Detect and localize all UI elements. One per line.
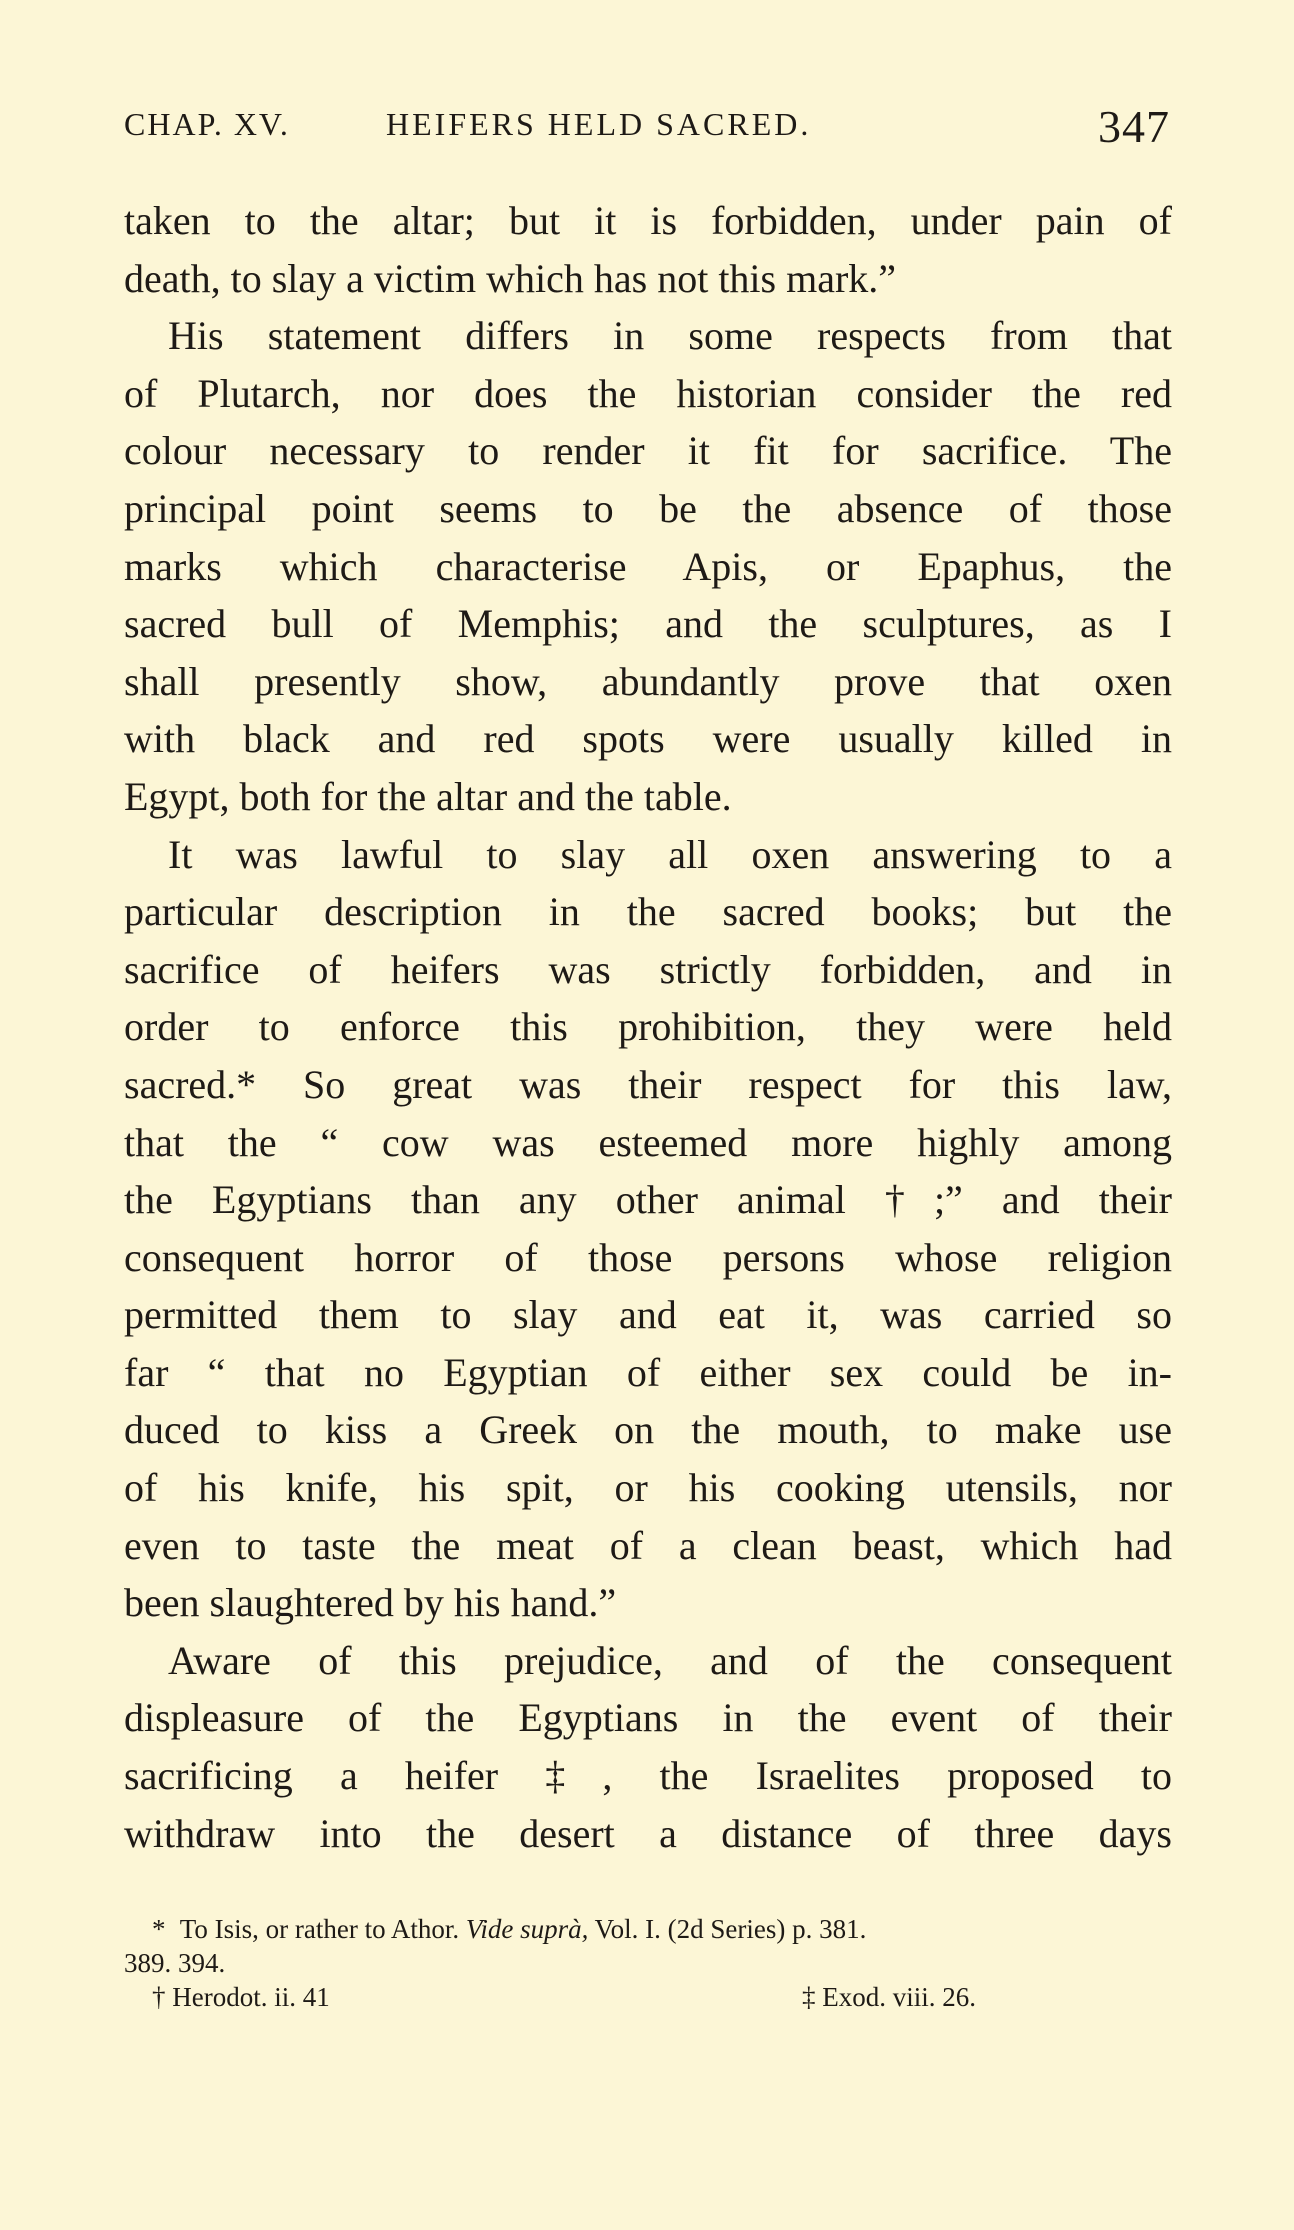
text-line: Aware of this prejudice, and of the consequent [168,1637,1172,1683]
text-line: of his knife, his spit, or his cooking utensils, nor [124,1465,1172,1511]
footnote-3: ‡ Exod. viii. 26. [802,1982,976,2012]
text-line: shall presently show, abundantly prove that oxen [124,658,1172,704]
running-title: HEIFERS HELD SACRED. [386,106,812,142]
footnotes [124,1912,1170,2014]
text-line: that the “ cow was esteemed more highly among [124,1119,1172,1165]
text-line: sacrifice of heifers was strictly forbidden, and in [124,946,1172,992]
text-line: taken to the altar; but it is forbidden, under pain of [124,198,1172,243]
text-line: sacred.* So great was their respect for this law, [124,1061,1172,1107]
text-line: far “ that no Egyptian of either sex could be in- [124,1349,1172,1395]
text-line: of Plutarch, nor does the historian consider the red [124,370,1172,416]
text-line: It was lawful to slay all oxen answering to a [168,831,1172,877]
footnote-mark: * [152,1914,166,1944]
chapter-label: CHAP. XV. [124,106,290,142]
text-line: death, to slay a victim which has not this mark.” [124,255,897,301]
text-line: particular description in the sacred books; but the [124,889,1172,935]
text-line: the Egyptians than any other animal †;” and their [124,1177,1172,1223]
text-line: duced to kiss a Greek on the mouth, to make use [124,1407,1172,1453]
text-line: withdraw into the desert a distance of three days [124,1810,1172,1856]
running-head [124,100,1170,160]
page-number: 347 [1098,101,1170,152]
text-line: Egypt, both for the altar and the table. [124,773,732,819]
text-line: His statement differs in some respects from that [168,313,1172,359]
text-line: sacrificing a heifer ‡, the Israelites proposed to [124,1753,1172,1799]
text-line: with black and red spots were usually killed in [124,716,1172,762]
text-line: order to enforce this prohibition, they were held [124,1004,1172,1050]
text-line: permitted them to slay and eat it, was carried so [124,1292,1172,1338]
text-line: displeasure of the Egyptians in the event of their [124,1695,1172,1741]
footnote-1-continued: 389. 394. [124,1948,226,1978]
text-line: consequent horror of those persons whose religion [124,1234,1172,1280]
text-line: been slaughtered by his hand.” [124,1580,617,1626]
footnote-text: To Isis, or rather to Athor. [179,1914,460,1944]
text-line: even to taste the meat of a clean beast, which had [124,1522,1172,1568]
footnote-italic: Vide suprà, [465,1914,589,1944]
text-line: colour necessary to render it fit for sacrifice. The [124,428,1172,474]
body-text [124,192,1172,1862]
footnote-1 [124,1912,1170,1946]
footnote-reference: Vol. I. (2d Series) p. 381. [594,1914,867,1944]
footnote-row [124,1980,1170,2014]
footnote-2: † Herodot. ii. 41 [152,1982,330,2012]
text-line: principal point seems to be the absence of those [124,485,1172,531]
text-line: marks which characterise Apis, or Epaphus, the [124,543,1172,589]
text-line: sacred bull of Memphis; and the sculptures, as I [124,601,1172,647]
